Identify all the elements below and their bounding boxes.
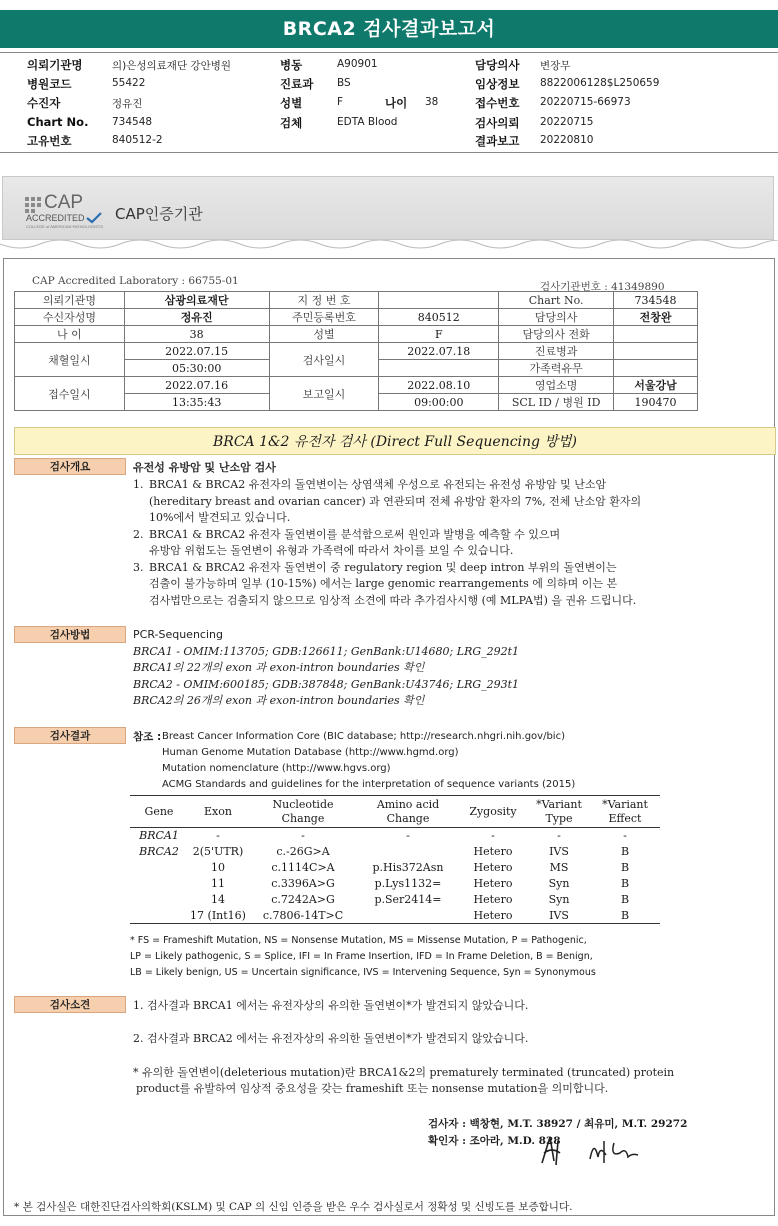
value xyxy=(379,292,499,309)
value: 2022.07.16 xyxy=(124,377,269,394)
legend-line: * FS = Frameshift Mutation, NS = Nonsense Mutation, MS = Missense Mutation, P = Pathogenic, xyxy=(130,935,587,946)
tester-line: 검사자 : 백창현, M.T. 38927 / 최유미, M.T. 29272 xyxy=(428,1118,688,1130)
legend-line: LP = Likely pathogenic, S = Splice, IFI = In Frame Insertion, IFD = In Frame Deletion, B = Benign, xyxy=(130,951,593,962)
table-cell: c.7242A>G xyxy=(271,893,335,906)
overview-list xyxy=(133,477,753,609)
table-row xyxy=(130,844,660,860)
header-value: EDTA Blood xyxy=(337,116,398,128)
header-value: 8822006128$L250659 xyxy=(540,77,660,89)
table-cell: Hetero xyxy=(473,908,513,922)
value xyxy=(614,326,698,343)
confirmer-line: 확인자 : 조아라, M.D. 828 xyxy=(428,1135,561,1147)
overview-line xyxy=(133,527,753,544)
label: 담당의사 전화 xyxy=(499,326,614,343)
label: Chart No. xyxy=(499,292,614,309)
table-cell: - xyxy=(623,829,627,843)
table-cell: Hetero xyxy=(473,893,513,906)
opinion-note-1: * 유의한 돌연변이(deleterious mutation)란 BRCA1&2의 prematurely terminated (truncated) protein xyxy=(133,1066,675,1079)
value: 2022.07.15 xyxy=(124,343,269,360)
label: 검사일시 xyxy=(269,343,379,377)
opinion-line-1: 1. 검사결과 BRCA1 에서는 유전자상의 유의한 돌연변이*가 발견되지 않았습니다. xyxy=(133,999,529,1012)
header-value: 정유진 xyxy=(112,98,143,110)
overview-line xyxy=(133,477,753,494)
header-label: 병동 xyxy=(280,58,303,72)
overview-line xyxy=(133,543,753,560)
patient-info-table xyxy=(14,291,698,411)
table-cell: 14 xyxy=(211,893,225,906)
label: 주민등록번호 xyxy=(269,309,379,326)
method-text xyxy=(133,627,733,710)
table-cell: MS xyxy=(549,861,569,874)
value: 190470 xyxy=(614,394,698,411)
institution-number: 검사기관번호 : 41349890 xyxy=(540,281,665,293)
table-cell: B xyxy=(620,893,630,906)
table-row xyxy=(130,892,660,908)
table-cell: 2(5'UTR) xyxy=(192,845,244,858)
value: 38 xyxy=(124,326,269,343)
lab-line: CAP Accredited Laboratory : 66755-01 xyxy=(32,275,239,287)
header-value: A90901 xyxy=(337,58,378,70)
column-header: Gene xyxy=(130,796,188,828)
section-title: BRCA 1&2 유전자 검사 (Direct Full Sequencing 방법) xyxy=(14,427,776,455)
item-number: 3. xyxy=(133,560,144,574)
result-tag: 검사결과 xyxy=(14,727,126,744)
header-label: 검체 xyxy=(280,116,303,130)
value: 734548 xyxy=(614,292,698,309)
table-cell: c.7806-14T>C xyxy=(262,908,344,922)
reference-line: Human Genome Mutation Database (http://www.hgmd.org) xyxy=(162,747,459,758)
reference-line: ACMG Standards and guidelines for the interpretation of sequence variants (2015) xyxy=(162,779,576,790)
header-value: 의)은성의료재단 강안병원 xyxy=(112,60,232,72)
header-value: 20220715 xyxy=(540,116,594,128)
table-cell: 17 (Int16) xyxy=(190,908,246,922)
item-number: 2. xyxy=(133,527,144,541)
table-cell xyxy=(130,876,188,892)
label: 채혈일시 xyxy=(15,343,125,377)
table-cell: B xyxy=(620,861,630,874)
value: 13:35:43 xyxy=(124,394,269,411)
value xyxy=(614,360,698,377)
table-cell xyxy=(358,908,458,924)
overview-text: 10%에서 발견되고 있습니다. xyxy=(149,511,291,524)
table-row xyxy=(130,828,660,844)
column-header: Zygosity xyxy=(458,796,528,828)
value: F xyxy=(379,326,499,343)
header-divider-top xyxy=(0,52,778,53)
header-value: 55422 xyxy=(112,77,146,89)
value xyxy=(379,360,499,377)
header-value: 20220715-66973 xyxy=(540,96,631,108)
header-label: 병원코드 xyxy=(27,77,72,91)
cap-logo xyxy=(24,192,104,230)
table-cell: Hetero xyxy=(473,861,513,874)
column-header: Exon xyxy=(188,796,248,828)
method-line: PCR-Sequencing xyxy=(133,628,223,641)
signature xyxy=(538,1133,658,1173)
header-label: 담당의사 xyxy=(475,58,520,72)
table-cell: - xyxy=(406,829,410,843)
overview-line xyxy=(133,494,753,511)
header-label: 수진자 xyxy=(27,96,61,110)
value: 2022.07.18 xyxy=(379,343,499,360)
label: 보고일시 xyxy=(269,377,379,411)
value: 840512 xyxy=(379,309,499,326)
table-cell xyxy=(130,892,188,908)
table-cell: Hetero xyxy=(473,845,513,858)
value: 09:00:00 xyxy=(379,394,499,411)
method-line: BRCA2 - OMIM:600185; GDB:387848; GenBank:U43746; LRG_293t1 xyxy=(133,677,520,691)
table-cell: IVS xyxy=(549,908,569,922)
overview-heading: 유전성 유방암 및 난소암 검사 xyxy=(133,461,276,474)
overview-tag: 검사개요 xyxy=(14,458,126,475)
opinion-tag: 검사소견 xyxy=(14,996,126,1013)
header-label: 고유번호 xyxy=(27,134,72,148)
cap-logo-small: COLLEGE of AMERICAN PATHOLOGISTS xyxy=(26,224,103,229)
reference-list xyxy=(162,729,762,793)
column-header: *Variant Type xyxy=(528,796,590,828)
header-label: 성별 xyxy=(280,96,303,110)
label: 담당의사 xyxy=(499,309,614,326)
age-label: 나이 xyxy=(385,96,408,110)
table-cell xyxy=(130,860,188,876)
label: 나 이 xyxy=(15,326,125,343)
value: 05:30:00 xyxy=(124,360,269,377)
table-cell: B xyxy=(620,877,630,890)
label: 접수일시 xyxy=(15,377,125,411)
label: 의뢰기관명 xyxy=(15,292,125,309)
table-cell: p.Ser2414= xyxy=(374,893,442,906)
opinion-line-2: 2. 검사결과 BRCA2 에서는 유전자상의 유의한 돌연변이*가 발견되지 않았습니다. xyxy=(133,1032,529,1045)
value: 삼광의료재단 xyxy=(124,292,269,309)
overview-line xyxy=(133,510,753,527)
variant-table xyxy=(130,795,660,924)
table-cell: BRCA1 xyxy=(139,829,179,843)
age-value: 38 xyxy=(425,96,439,108)
header-value: F xyxy=(337,96,344,108)
table-cell: B xyxy=(620,908,630,922)
overview-text: 유방암 위험도는 돌연변이 유형과 가족력에 따라서 차이를 보일 수 있습니다. xyxy=(149,544,514,557)
table-cell: - xyxy=(301,829,305,843)
header-label: Chart No. xyxy=(27,115,89,129)
table-cell: BRCA2 xyxy=(139,845,179,858)
method-tag: 검사방법 xyxy=(14,626,126,643)
item-number: 1. xyxy=(133,478,144,491)
table-cell: 11 xyxy=(211,877,225,890)
table-cell: - xyxy=(491,829,495,843)
value: 2022.08.10 xyxy=(379,377,499,394)
overview-text: 검사법만으로는 검출되지 않으므로 임상적 소견에 따라 추가검사시행 (예 MLPA법) 을 권유 드립니다. xyxy=(149,593,637,607)
header-value: 840512-2 xyxy=(112,134,163,146)
column-header: Amino acid Change xyxy=(358,796,458,828)
table-cell: IVS xyxy=(549,845,569,858)
table-cell xyxy=(130,908,188,924)
cap-logo-mark xyxy=(24,196,42,214)
table-cell: c.-26G>A xyxy=(276,845,330,858)
table-row xyxy=(130,876,660,892)
reference-label: 참조 : xyxy=(133,731,162,743)
header-value: 변장무 xyxy=(540,60,571,72)
label: 성별 xyxy=(269,326,379,343)
overview-line xyxy=(133,576,753,593)
table-row xyxy=(130,860,660,876)
header-value: BS xyxy=(337,77,351,89)
overview-line xyxy=(133,560,753,577)
legend-line: LB = Likely benign, US = Uncertain significance, IVS = Intervening Sequence, Syn = Synonymous xyxy=(130,967,596,978)
table-cell: B xyxy=(620,845,630,858)
table-cell: - xyxy=(216,829,220,843)
table-cell: Syn xyxy=(548,893,570,906)
cap-logo-text: CAP xyxy=(44,192,84,213)
overview-text: BRCA1 & BRCA2 유전자 돌연변이를 분석함으로써 원인과 발병을 예측할 수 있으며 xyxy=(149,527,561,541)
overview-text: BRCA1 & BRCA2 유전자의 돌연변이는 상염색체 우성으로 유전되는 유전성 유방암 및 난소암 xyxy=(149,478,607,491)
table-cell xyxy=(358,844,458,860)
header-label: 결과보고 xyxy=(475,134,520,148)
value xyxy=(614,343,698,360)
header-divider-bottom xyxy=(0,152,778,153)
table-cell: 10 xyxy=(211,861,225,874)
value: 서울강남 xyxy=(614,377,698,394)
overview-text: (hereditary breast and ovarian cancer) 과 연관되며 전체 유방암 환자의 7%, 전체 난소암 환자의 xyxy=(149,494,642,508)
header-value: 734548 xyxy=(112,116,153,128)
column-header: *Variant Effect xyxy=(590,796,660,828)
reference-line: Mutation nomenclature (http://www.hgvs.org) xyxy=(162,763,391,774)
variant-legend xyxy=(130,933,770,981)
header-value: 20220810 xyxy=(540,134,594,146)
overview-text: BRCA1 & BRCA2 유전자 돌연변이 중 regulatory region 및 deep intron 부위의 돌연변이는 xyxy=(149,560,617,574)
label: 영업소명 xyxy=(499,377,614,394)
method-line: BRCA1의 22개의 exon 과 exon-intron boundaries 확인 xyxy=(133,661,425,674)
opinion-note-2: product를 유발하여 임상적 중요성을 갖는 frameshift 또는 nonsense mutation을 의미합니다. xyxy=(136,1082,609,1095)
label: 진료병과 xyxy=(499,343,614,360)
header-label: 의뢰기관명 xyxy=(27,58,83,72)
overview-line xyxy=(133,593,753,610)
cap-logo-sub: ACCREDITED xyxy=(26,213,85,223)
method-line: BRCA2의 26개의 exon 과 exon-intron boundaries 확인 xyxy=(133,694,425,707)
cap-title: CAP인증기관 xyxy=(115,205,203,223)
label: 지 정 번 호 xyxy=(269,292,379,309)
table-cell: p.Lys1132= xyxy=(374,877,442,890)
table-cell: Syn xyxy=(548,877,570,890)
value: 정유진 xyxy=(124,309,269,326)
table-cell: - xyxy=(557,829,561,843)
reference-line: Breast Cancer Information Core (BIC database; http://research.nhgri.nih.gov/bic) xyxy=(162,731,565,742)
wave-border xyxy=(0,240,778,254)
label: 수신자성명 xyxy=(15,309,125,326)
value: 전창완 xyxy=(614,309,698,326)
table-cell: p.His372Asn xyxy=(372,861,444,874)
table-cell: c.1114C>A xyxy=(271,861,335,874)
label: SCL ID / 병원 ID xyxy=(499,394,614,411)
column-header: Nucleotide Change xyxy=(248,796,358,828)
header-label: 임상정보 xyxy=(475,77,520,91)
table-cell: Hetero xyxy=(473,877,513,890)
method-line: BRCA1 - OMIM:113705; GDB:126611; GenBank:U14680; LRG_292t1 xyxy=(133,644,520,658)
overview-text: 검출이 불가능하며 일부 (10-15%) 에서는 large genomic rearrangements 에 의하며 이는 본 xyxy=(149,577,618,590)
label: 가족력유무 xyxy=(499,360,614,377)
header-label: 검사의뢰 xyxy=(475,116,520,130)
header-label: 접수번호 xyxy=(475,96,520,110)
table-row xyxy=(130,908,660,924)
report-title: BRCA2 검사결과보고서 xyxy=(0,10,778,48)
table-cell: c.3396A>G xyxy=(271,877,335,890)
footer-note: * 본 검사실은 대한진단검사의학회(KSLM) 및 CAP 의 신임 인증을 받은 우수 검사실로서 정확성 및 신빙도를 보증합니다. xyxy=(14,1201,573,1213)
header-label: 진료과 xyxy=(280,77,314,91)
